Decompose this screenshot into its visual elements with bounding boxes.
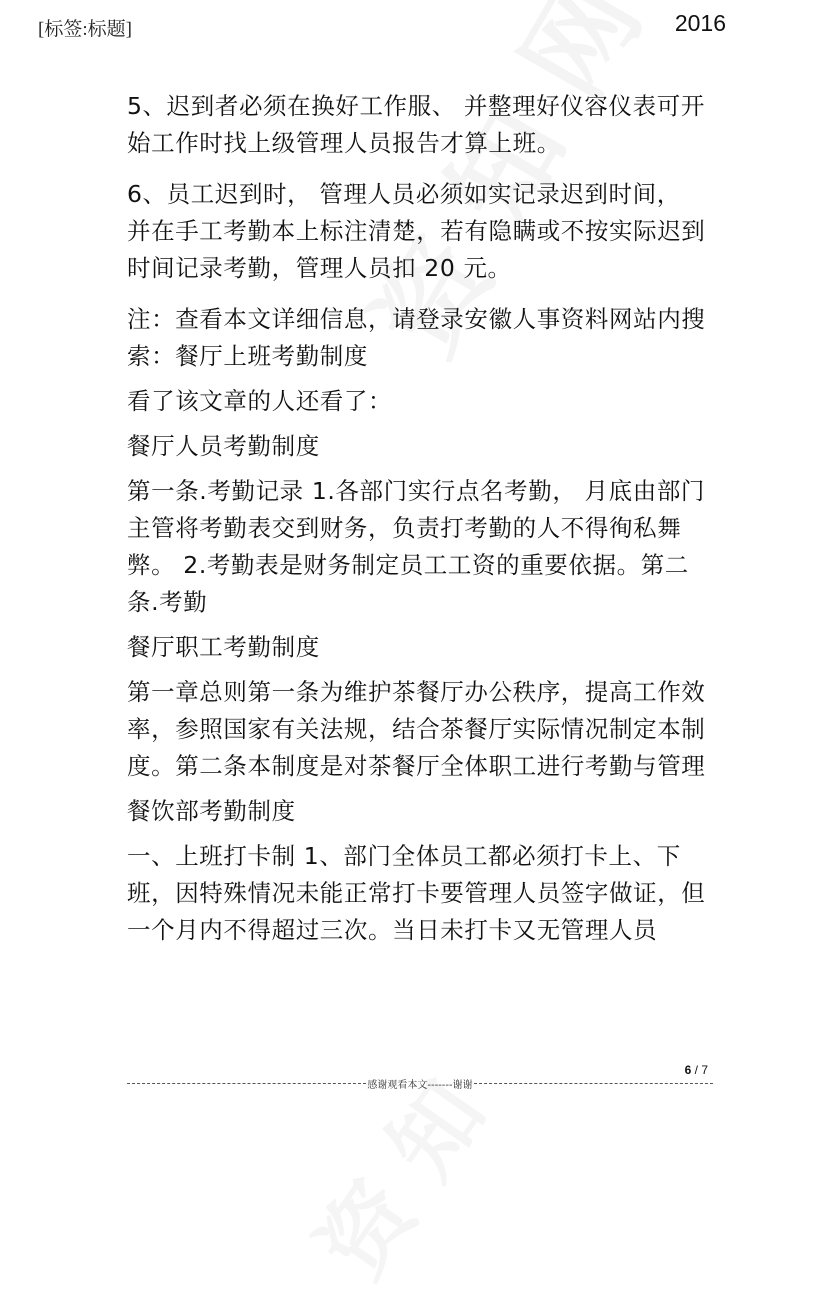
paragraph: 餐饮部考勤制度 — [127, 797, 296, 825]
footer-text: 感谢观看本文-------谢谢 — [367, 1080, 473, 1091]
page-number — [685, 1063, 708, 1077]
paragraph: 看了该文章的人还看了： — [127, 387, 393, 415]
paragraph: 第一章总则第一条为维护茶餐厅办公秩序，提高工作效率，参照国家有关法规，结合茶餐厅实际情况制定本制度。第二条本制度是对茶餐厅全体职工进行考勤与管理 — [127, 678, 706, 780]
document-body — [127, 88, 712, 949]
paragraph: 餐厅职工考勤制度 — [127, 633, 320, 661]
page-separator: / — [694, 1063, 698, 1077]
footer-dash-left — [127, 1083, 366, 1084]
page-current: 6 — [684, 1063, 692, 1077]
paragraph: 餐厅人员考勤制度 — [127, 432, 320, 460]
paragraph: 第一条.考勤记录 1.各部门实行点名考勤， 月底由部门主管将考勤表交到财务，负责打考勤的人不得徇私舞弊。 2.考勤表是财务制定员工工资的重要依据。第二条.考勤 — [127, 477, 706, 616]
footer-dash-right — [474, 1083, 713, 1084]
paragraph: 5、迟到者必须在换好工作服、 并整理好仪容仪表可开始工作时找上级管理人员报告才算上班。 — [127, 92, 705, 157]
page-total: 7 — [701, 1063, 708, 1077]
header-tag: [标签:标题] — [38, 19, 132, 40]
header-year: 2016 — [674, 10, 726, 36]
paragraph: 一、上班打卡制 1、部门全体员工都必须打卡上、下班，因特殊情况未能正常打卡要管理人员签字做证，但一个月内不得超过三次。当日未打卡又无管理人员 — [127, 842, 706, 944]
paragraph: 6、员工迟到时， 管理人员必须如实记录迟到时间， 并在手工考勤本上标注清楚，若有隐瞒或不按实际迟到时间记录考勤，管理人员扣 20 元。 — [127, 180, 706, 282]
paragraph: 注：查看本文详细信息，请登录安徽人事资料网站内搜索：餐厅上班考勤制度 — [127, 305, 706, 370]
footer — [127, 1076, 713, 1091]
